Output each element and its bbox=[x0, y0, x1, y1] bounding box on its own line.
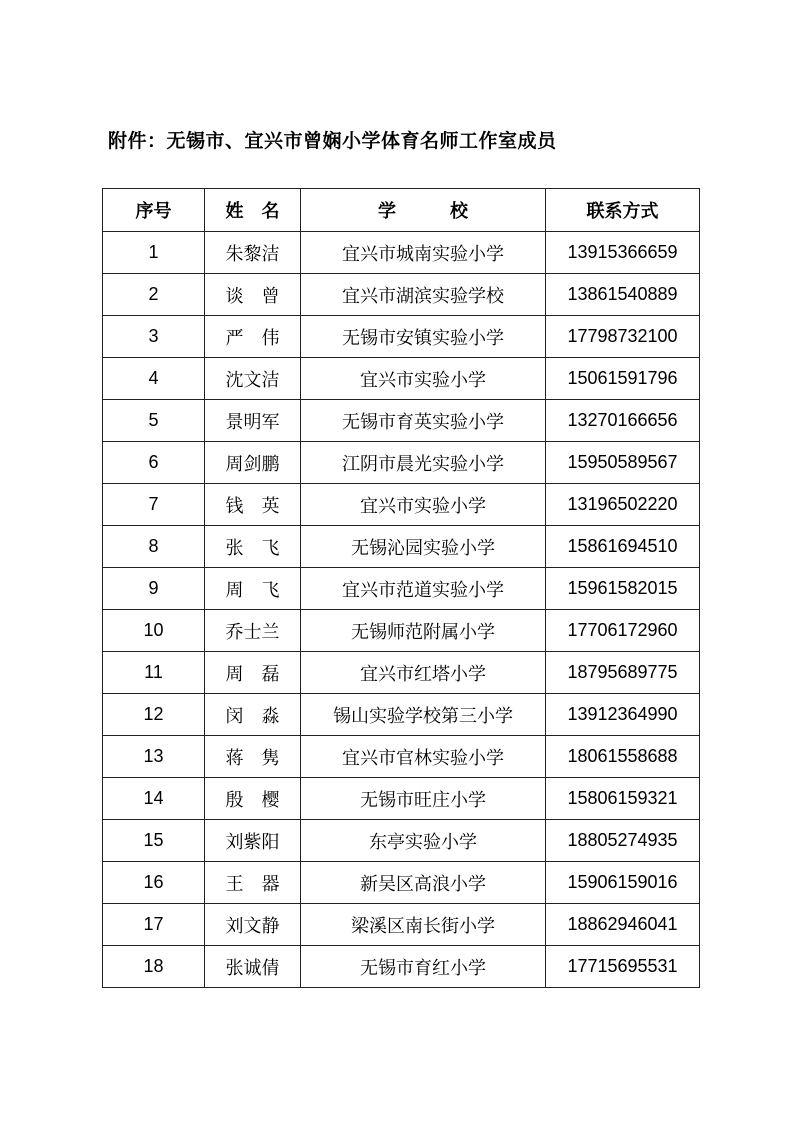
cell-phone: 18862946041 bbox=[546, 904, 700, 946]
cell-seq: 2 bbox=[103, 274, 205, 316]
cell-name: 严 伟 bbox=[205, 316, 301, 358]
cell-phone: 15961582015 bbox=[546, 568, 700, 610]
table-row bbox=[103, 694, 700, 736]
cell-seq: 12 bbox=[103, 694, 205, 736]
cell-school: 无锡市旺庄小学 bbox=[301, 778, 546, 820]
cell-name: 周 飞 bbox=[205, 568, 301, 610]
cell-phone: 13915366659 bbox=[546, 232, 700, 274]
cell-school: 宜兴市范道实验小学 bbox=[301, 568, 546, 610]
table-row bbox=[103, 442, 700, 484]
table-row bbox=[103, 820, 700, 862]
table-row bbox=[103, 736, 700, 778]
cell-phone: 18805274935 bbox=[546, 820, 700, 862]
cell-school: 宜兴市实验小学 bbox=[301, 358, 546, 400]
cell-name: 周剑鹏 bbox=[205, 442, 301, 484]
cell-name: 朱黎洁 bbox=[205, 232, 301, 274]
cell-school: 无锡市育红小学 bbox=[301, 946, 546, 988]
cell-school: 宜兴市城南实验小学 bbox=[301, 232, 546, 274]
cell-seq: 14 bbox=[103, 778, 205, 820]
cell-seq: 8 bbox=[103, 526, 205, 568]
member-table bbox=[102, 188, 700, 988]
cell-school: 梁溪区南长街小学 bbox=[301, 904, 546, 946]
table-row bbox=[103, 484, 700, 526]
table-row bbox=[103, 274, 700, 316]
cell-name: 沈文洁 bbox=[205, 358, 301, 400]
table-row bbox=[103, 904, 700, 946]
table-row bbox=[103, 526, 700, 568]
cell-phone: 18061558688 bbox=[546, 736, 700, 778]
cell-name: 刘紫阳 bbox=[205, 820, 301, 862]
table-row bbox=[103, 400, 700, 442]
cell-school: 无锡市育英实验小学 bbox=[301, 400, 546, 442]
cell-seq: 7 bbox=[103, 484, 205, 526]
cell-seq: 15 bbox=[103, 820, 205, 862]
cell-phone: 13196502220 bbox=[546, 484, 700, 526]
cell-school: 新吴区高浪小学 bbox=[301, 862, 546, 904]
table-row bbox=[103, 610, 700, 652]
table-row bbox=[103, 652, 700, 694]
cell-phone: 17706172960 bbox=[546, 610, 700, 652]
cell-name: 蒋 隽 bbox=[205, 736, 301, 778]
cell-phone: 17715695531 bbox=[546, 946, 700, 988]
cell-phone: 17798732100 bbox=[546, 316, 700, 358]
table-row bbox=[103, 862, 700, 904]
cell-seq: 3 bbox=[103, 316, 205, 358]
table-header-row bbox=[103, 189, 700, 232]
cell-school: 无锡沁园实验小学 bbox=[301, 526, 546, 568]
cell-phone: 13270166656 bbox=[546, 400, 700, 442]
header-seq: 序号 bbox=[103, 189, 205, 232]
cell-phone: 15861694510 bbox=[546, 526, 700, 568]
cell-name: 张 飞 bbox=[205, 526, 301, 568]
cell-phone: 15806159321 bbox=[546, 778, 700, 820]
header-school: 学 校 bbox=[301, 189, 546, 232]
cell-name: 刘文静 bbox=[205, 904, 301, 946]
cell-phone: 18795689775 bbox=[546, 652, 700, 694]
table-row bbox=[103, 946, 700, 988]
cell-school: 江阴市晨光实验小学 bbox=[301, 442, 546, 484]
cell-seq: 13 bbox=[103, 736, 205, 778]
cell-school: 无锡市安镇实验小学 bbox=[301, 316, 546, 358]
cell-name: 乔士兰 bbox=[205, 610, 301, 652]
cell-name: 谈 曾 bbox=[205, 274, 301, 316]
cell-name: 闵 淼 bbox=[205, 694, 301, 736]
header-name: 姓 名 bbox=[205, 189, 301, 232]
cell-name: 周 磊 bbox=[205, 652, 301, 694]
header-phone: 联系方式 bbox=[546, 189, 700, 232]
cell-seq: 16 bbox=[103, 862, 205, 904]
table-row bbox=[103, 358, 700, 400]
table-row bbox=[103, 568, 700, 610]
cell-phone: 15061591796 bbox=[546, 358, 700, 400]
cell-seq: 5 bbox=[103, 400, 205, 442]
cell-seq: 9 bbox=[103, 568, 205, 610]
cell-phone: 15950589567 bbox=[546, 442, 700, 484]
cell-seq: 17 bbox=[103, 904, 205, 946]
cell-seq: 10 bbox=[103, 610, 205, 652]
cell-seq: 1 bbox=[103, 232, 205, 274]
table-row bbox=[103, 316, 700, 358]
cell-school: 宜兴市官林实验小学 bbox=[301, 736, 546, 778]
cell-school: 宜兴市实验小学 bbox=[301, 484, 546, 526]
cell-seq: 4 bbox=[103, 358, 205, 400]
document-title: 附件：无锡市、宜兴市曾娴小学体育名师工作室成员 bbox=[108, 130, 557, 152]
cell-phone: 13912364990 bbox=[546, 694, 700, 736]
cell-phone: 13861540889 bbox=[546, 274, 700, 316]
cell-name: 张诚倩 bbox=[205, 946, 301, 988]
cell-school: 宜兴市红塔小学 bbox=[301, 652, 546, 694]
cell-seq: 18 bbox=[103, 946, 205, 988]
cell-name: 景明军 bbox=[205, 400, 301, 442]
cell-school: 东亭实验小学 bbox=[301, 820, 546, 862]
cell-school: 无锡师范附属小学 bbox=[301, 610, 546, 652]
cell-seq: 6 bbox=[103, 442, 205, 484]
table-row bbox=[103, 232, 700, 274]
cell-name: 钱 英 bbox=[205, 484, 301, 526]
cell-school: 宜兴市湖滨实验学校 bbox=[301, 274, 546, 316]
cell-name: 王 器 bbox=[205, 862, 301, 904]
cell-phone: 15906159016 bbox=[546, 862, 700, 904]
cell-school: 锡山实验学校第三小学 bbox=[301, 694, 546, 736]
cell-seq: 11 bbox=[103, 652, 205, 694]
cell-name: 殷 樱 bbox=[205, 778, 301, 820]
table-row bbox=[103, 778, 700, 820]
